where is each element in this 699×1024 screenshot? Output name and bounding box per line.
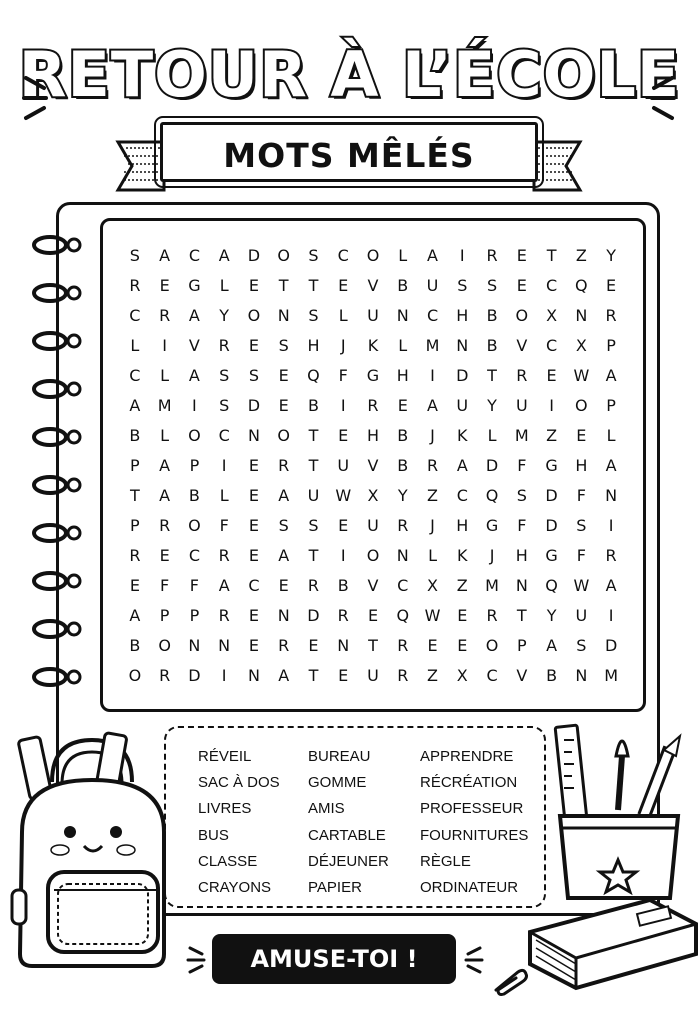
grid-letter: Y [606, 245, 616, 265]
grid-letter: Y [546, 605, 557, 625]
grid-letter: R [516, 365, 528, 385]
grid-letter: F [338, 365, 348, 385]
grid-letter: A [129, 395, 141, 415]
grid-letter: U [367, 305, 379, 325]
grid-letter: V [516, 665, 528, 685]
grid-letter: N [396, 305, 409, 325]
grid-letter: U [367, 515, 379, 535]
grid-letter: S [516, 485, 527, 505]
grid-letter: D [247, 395, 261, 415]
grid-letter: J [489, 545, 495, 565]
spiral-ring-icon [30, 522, 86, 544]
grid-letter: S [308, 305, 319, 325]
grid-letter: V [367, 455, 379, 475]
spiral-ring-icon [30, 330, 86, 352]
grid-letter: L [338, 305, 348, 325]
grid-letter: T [308, 545, 319, 565]
grid-letter: P [159, 605, 170, 625]
grid-letter: C [188, 245, 200, 265]
grid-letter: A [427, 395, 438, 415]
grid-letter: N [515, 575, 528, 595]
grid-letter: E [606, 275, 617, 295]
grid-letter: E [457, 605, 468, 625]
grid-letter: M [604, 665, 619, 685]
grid-letter: A [218, 575, 230, 595]
grid-letter: P [606, 335, 616, 355]
grid-letter: L [160, 365, 170, 385]
grid-letter: B [129, 425, 141, 445]
grid-letter: L [219, 485, 229, 505]
grid-letter: E [308, 635, 319, 655]
grid-letter: O [247, 305, 261, 325]
grid-letter: I [340, 395, 346, 415]
grid-letter: S [278, 335, 289, 355]
grid-letter: R [397, 515, 409, 535]
grid-letter: S [308, 515, 319, 535]
grid-letter: E [278, 575, 289, 595]
grid-letter: A [546, 635, 558, 655]
grid-letter: E [367, 605, 379, 625]
word-item: CRAYONS [198, 879, 272, 897]
spiral-ring-icon [30, 378, 86, 400]
grid-letter: I [549, 395, 554, 415]
grid-letter: L [428, 545, 437, 565]
grid-letter: T [308, 425, 319, 445]
grid-letter: N [247, 425, 260, 445]
grid-letter: V [367, 275, 379, 295]
grid-letter: I [221, 665, 227, 685]
grid-letter: F [576, 485, 586, 505]
grid-letter: L [487, 425, 497, 445]
grid-letter: E [248, 545, 259, 565]
grid-letter: C [486, 665, 498, 685]
grid-letter: D [456, 365, 469, 385]
grid-letter: P [130, 515, 140, 535]
grid-letter: B [397, 425, 409, 445]
spiral-ring-icon [30, 474, 86, 496]
grid-letter: E [248, 455, 259, 475]
grid-letter: E [338, 515, 349, 535]
paperclip-icon [490, 966, 530, 996]
word-item: CARTABLE [308, 826, 386, 844]
grid-letter: S [486, 275, 498, 295]
grid-letter: N [575, 305, 588, 325]
grid-letter: C [546, 335, 558, 355]
grid-letter: R [337, 605, 349, 625]
grid-letter: R [159, 305, 171, 325]
grid-letter: N [456, 335, 469, 355]
grid-letter: O [485, 635, 499, 655]
word-item: SAC À DOS [198, 774, 280, 792]
grid-letter: N [188, 635, 201, 655]
grid-letter: S [457, 275, 468, 295]
grid-letter: S [576, 635, 587, 655]
grid-letter: O [575, 395, 588, 415]
word-item: RÉVEIL [198, 748, 252, 765]
grid-letter: B [337, 575, 349, 595]
grid-letter: I [221, 455, 227, 475]
grid-letter: O [188, 425, 201, 445]
grid-letter: A [278, 545, 290, 565]
grid-letter: G [188, 275, 201, 295]
grid-letter: P [130, 455, 140, 475]
grid-letter: O [158, 635, 171, 655]
grid-letter: M [157, 395, 172, 415]
grid-letter: A [278, 665, 290, 685]
page-title: RETOUR À L’ÉCOLE [18, 38, 681, 111]
grid-letter: R [278, 635, 290, 655]
grid-letter: Y [219, 305, 230, 325]
grid-letter: Q [485, 485, 499, 505]
grid-letter: T [308, 665, 319, 685]
word-item: RÉCRÉATION [420, 774, 518, 792]
word-item: AMIS [308, 800, 345, 818]
grid-letter: R [278, 455, 290, 475]
grid-letter: Q [396, 605, 410, 625]
grid-letter: T [308, 455, 319, 475]
word-item: BUREAU [308, 748, 371, 765]
grid-letter: E [546, 365, 557, 385]
grid-letter: U [575, 605, 588, 625]
grid-letter: S [248, 365, 259, 385]
grid-letter: E [159, 275, 170, 295]
grid-letter: O [366, 245, 380, 265]
grid-letter: B [129, 635, 141, 655]
grid-letter: T [546, 245, 557, 265]
pencil-cup-icon [552, 720, 692, 910]
grid-letter: Q [545, 575, 558, 595]
grid-letter: W [424, 605, 441, 625]
grid-letter: F [517, 455, 527, 475]
word-item: APPRENDRE [420, 748, 514, 765]
grid-letter: L [130, 335, 140, 355]
grid-letter: J [340, 335, 346, 355]
grid-letter: P [606, 395, 616, 415]
grid-letter: E [129, 575, 140, 595]
grid-letter: T [129, 485, 140, 505]
grid-letter: V [516, 335, 528, 355]
grid-letter: E [248, 605, 259, 625]
word-item: LIVRES [198, 800, 252, 818]
grid-letter: I [430, 365, 435, 385]
grid-letter: R [605, 545, 617, 565]
word-item: ORDINATEUR [420, 879, 519, 897]
grid-letter: S [278, 515, 289, 535]
grid-letter: X [427, 575, 438, 595]
grid-letter: R [159, 515, 171, 535]
grid-letter: X [546, 305, 558, 325]
grid-letter: V [367, 575, 379, 595]
grid-letter: C [397, 575, 409, 595]
grid-letter: R [486, 245, 498, 265]
grid-letter: Q [575, 275, 588, 295]
grid-letter: R [129, 545, 141, 565]
grid-letter: N [337, 635, 350, 655]
grid-letter: Q [307, 365, 320, 385]
grid-letter: L [398, 335, 408, 355]
grid-letter: U [426, 275, 439, 295]
grid-letter: C [218, 425, 230, 445]
grid-letter: C [188, 545, 200, 565]
grid-letter: H [366, 425, 379, 445]
grid-letter: Z [427, 665, 438, 685]
grid-letter: T [308, 275, 319, 295]
word-list-column-1 [198, 744, 280, 901]
grid-letter: N [277, 605, 290, 625]
grid-letter: C [248, 575, 260, 595]
grid-letter: N [247, 665, 260, 685]
grid-letter: E [338, 665, 349, 685]
grid-letter: M [514, 425, 529, 445]
grid-letter: E [159, 545, 170, 565]
grid-letter: C [129, 305, 141, 325]
grid-letter: G [366, 365, 380, 385]
word-item: CLASSE [198, 852, 258, 870]
word-search-grid [120, 240, 626, 690]
grid-letter: E [248, 275, 259, 295]
grid-letter: L [160, 425, 170, 445]
grid-letter: M [485, 575, 499, 595]
sparkle-left-icon [22, 70, 62, 120]
grid-letter: U [307, 485, 320, 505]
grid-letter: H [307, 335, 320, 355]
grid-letter: E [397, 395, 408, 415]
word-item: RÈGLE [420, 852, 471, 870]
grid-letter: I [608, 605, 614, 625]
book-icon [520, 892, 699, 1002]
grid-letter: P [189, 455, 200, 475]
grid-letter: E [248, 485, 259, 505]
grid-letter: I [608, 515, 614, 535]
grid-letter: L [606, 425, 616, 445]
grid-letter: T [487, 365, 497, 385]
grid-letter: T [278, 275, 289, 295]
grid-letter: D [247, 245, 261, 265]
grid-letter: J [430, 425, 435, 445]
grid-letter: B [397, 275, 409, 295]
grid-letter: Z [546, 425, 558, 445]
spiral-ring-icon [30, 618, 86, 640]
grid-letter: A [218, 245, 230, 265]
sparkle-right-icon [642, 70, 682, 120]
spiral-ring-icon [30, 282, 86, 304]
grid-letter: R [218, 605, 230, 625]
grid-letter: Y [487, 395, 497, 415]
grid-letter: F [576, 545, 586, 565]
grid-letter: A [605, 365, 617, 385]
grid-letter: C [129, 365, 141, 385]
grid-letter: B [397, 455, 409, 475]
grid-letter: R [218, 335, 230, 355]
grid-letter: E [338, 275, 349, 295]
grid-letter: A [605, 575, 617, 595]
grid-letter: A [456, 455, 468, 475]
grid-letter: S [219, 395, 230, 415]
grid-letter: E [248, 635, 259, 655]
grid-letter: A [159, 455, 171, 475]
grid-letter: N [575, 665, 588, 685]
grid-letter: J [430, 515, 435, 535]
grid-letter: H [396, 365, 409, 385]
grid-letter: E [457, 635, 468, 655]
grid-letter: R [218, 545, 230, 565]
grid-letter: D [604, 635, 618, 655]
grid-letter: U [367, 665, 379, 685]
word-item: PAPIER [308, 879, 362, 897]
spiral-ring-icon [30, 666, 86, 688]
grid-letter: X [367, 485, 379, 505]
spiral-ring-icon [30, 234, 86, 256]
grid-letter: E [248, 515, 259, 535]
grid-letter: R [159, 665, 171, 685]
grid-letter: I [340, 545, 346, 565]
grid-letter: N [605, 485, 618, 505]
grid-letter: W [573, 575, 590, 595]
grid-letter: R [307, 575, 320, 595]
grid-letter: H [515, 545, 528, 565]
grid-letter: Z [575, 245, 587, 265]
grid-letter: C [456, 485, 468, 505]
grid-letter: U [456, 395, 469, 415]
grid-letter: Z [456, 575, 468, 595]
grid-letter: E [427, 635, 438, 655]
grid-letter: H [575, 455, 588, 475]
grid-letter: K [457, 545, 468, 565]
grid-letter: T [368, 635, 378, 655]
grid-letter: E [516, 275, 527, 295]
subtitle-banner [160, 122, 538, 182]
grid-letter: C [546, 275, 558, 295]
grid-letter: R [129, 275, 141, 295]
grid-letter: O [128, 665, 142, 685]
grid-letter: O [366, 545, 380, 565]
backpack-icon [4, 722, 180, 972]
grid-letter: K [457, 425, 468, 445]
grid-letter: R [397, 665, 409, 685]
grid-letter: V [188, 335, 200, 355]
grid-letter: R [486, 605, 498, 625]
grid-letter: I [192, 395, 197, 415]
spiral-ring-icon [30, 570, 86, 592]
grid-letter: R [397, 635, 409, 655]
word-list-column-2 [308, 744, 389, 901]
grid-letter: S [219, 365, 230, 385]
grid-letter: E [248, 335, 259, 355]
word-item: PROFESSEUR [420, 800, 524, 818]
grid-letter: G [545, 455, 558, 475]
grid-letter: D [485, 455, 499, 475]
footer-label: AMUSE-TOI ! [212, 934, 456, 984]
grid-letter: C [337, 245, 349, 265]
word-item: DÉJEUNER [308, 852, 389, 870]
grid-letter: C [426, 305, 439, 325]
grid-letter: A [159, 245, 171, 265]
subtitle: MOTS MÊLÉS [223, 136, 475, 175]
grid-letter: X [575, 335, 587, 355]
grid-letter: K [367, 335, 379, 355]
grid-letter: R [426, 455, 439, 475]
grid-letter: D [545, 515, 558, 535]
grid-letter: O [277, 425, 290, 445]
word-item: FOURNITURES [420, 826, 529, 844]
grid-letter: I [162, 335, 167, 355]
footer-sparkle-right-icon [460, 944, 484, 974]
grid-letter: W [335, 485, 352, 505]
grid-letter: E [278, 395, 289, 415]
grid-letter: U [515, 395, 528, 415]
grid-letter: A [278, 485, 290, 505]
grid-letter: H [456, 305, 469, 325]
grid-letter: B [546, 665, 558, 685]
grid-letter: D [188, 665, 201, 685]
grid-letter: G [485, 515, 499, 535]
grid-letter: A [605, 455, 617, 475]
spiral-ring-icon [30, 426, 86, 448]
grid-letter: N [277, 305, 290, 325]
grid-letter: F [160, 575, 170, 595]
grid-letter: A [129, 605, 141, 625]
grid-letter: A [427, 245, 438, 265]
grid-letter: O [277, 245, 290, 265]
word-item: BUS [198, 826, 229, 844]
grid-letter: F [517, 515, 527, 535]
grid-letter: Y [397, 485, 408, 505]
grid-letter: D [545, 485, 558, 505]
grid-letter: A [188, 305, 200, 325]
grid-letter: W [573, 365, 590, 385]
grid-letter: L [219, 275, 229, 295]
grid-letter: U [337, 455, 350, 475]
grid-letter: N [396, 545, 409, 565]
grid-letter: O [515, 305, 529, 325]
grid-letter: S [129, 245, 140, 265]
grid-letter: E [278, 365, 289, 385]
grid-letter: L [398, 245, 408, 265]
grid-letter: E [516, 245, 527, 265]
grid-letter: R [605, 305, 617, 325]
grid-letter: F [219, 515, 229, 535]
grid-letter: I [459, 245, 465, 265]
grid-letter: F [189, 575, 199, 595]
grid-letter: B [188, 485, 200, 505]
grid-letter: E [338, 425, 349, 445]
word-item: GOMME [308, 774, 367, 792]
grid-letter: N [218, 635, 231, 655]
grid-letter: M [425, 335, 440, 355]
grid-letter: A [188, 365, 200, 385]
grid-letter: P [516, 635, 527, 655]
grid-letter: S [308, 245, 319, 265]
grid-letter: Z [427, 485, 438, 505]
grid-letter: S [576, 515, 587, 535]
grid-letter: H [456, 515, 469, 535]
grid-letter: T [516, 605, 527, 625]
grid-letter: A [159, 485, 171, 505]
grid-letter: P [189, 605, 200, 625]
grid-letter: R [367, 395, 379, 415]
grid-letter: O [188, 515, 201, 535]
word-list-column-3 [420, 744, 528, 901]
grid-letter: G [545, 545, 558, 565]
grid-letter: D [307, 605, 320, 625]
grid-letter: B [486, 305, 498, 325]
grid-letter: E [576, 425, 587, 445]
grid-letter: X [456, 665, 468, 685]
grid-letter: B [486, 335, 498, 355]
grid-letter: B [307, 395, 319, 415]
footer-sparkle-left-icon [186, 944, 210, 974]
